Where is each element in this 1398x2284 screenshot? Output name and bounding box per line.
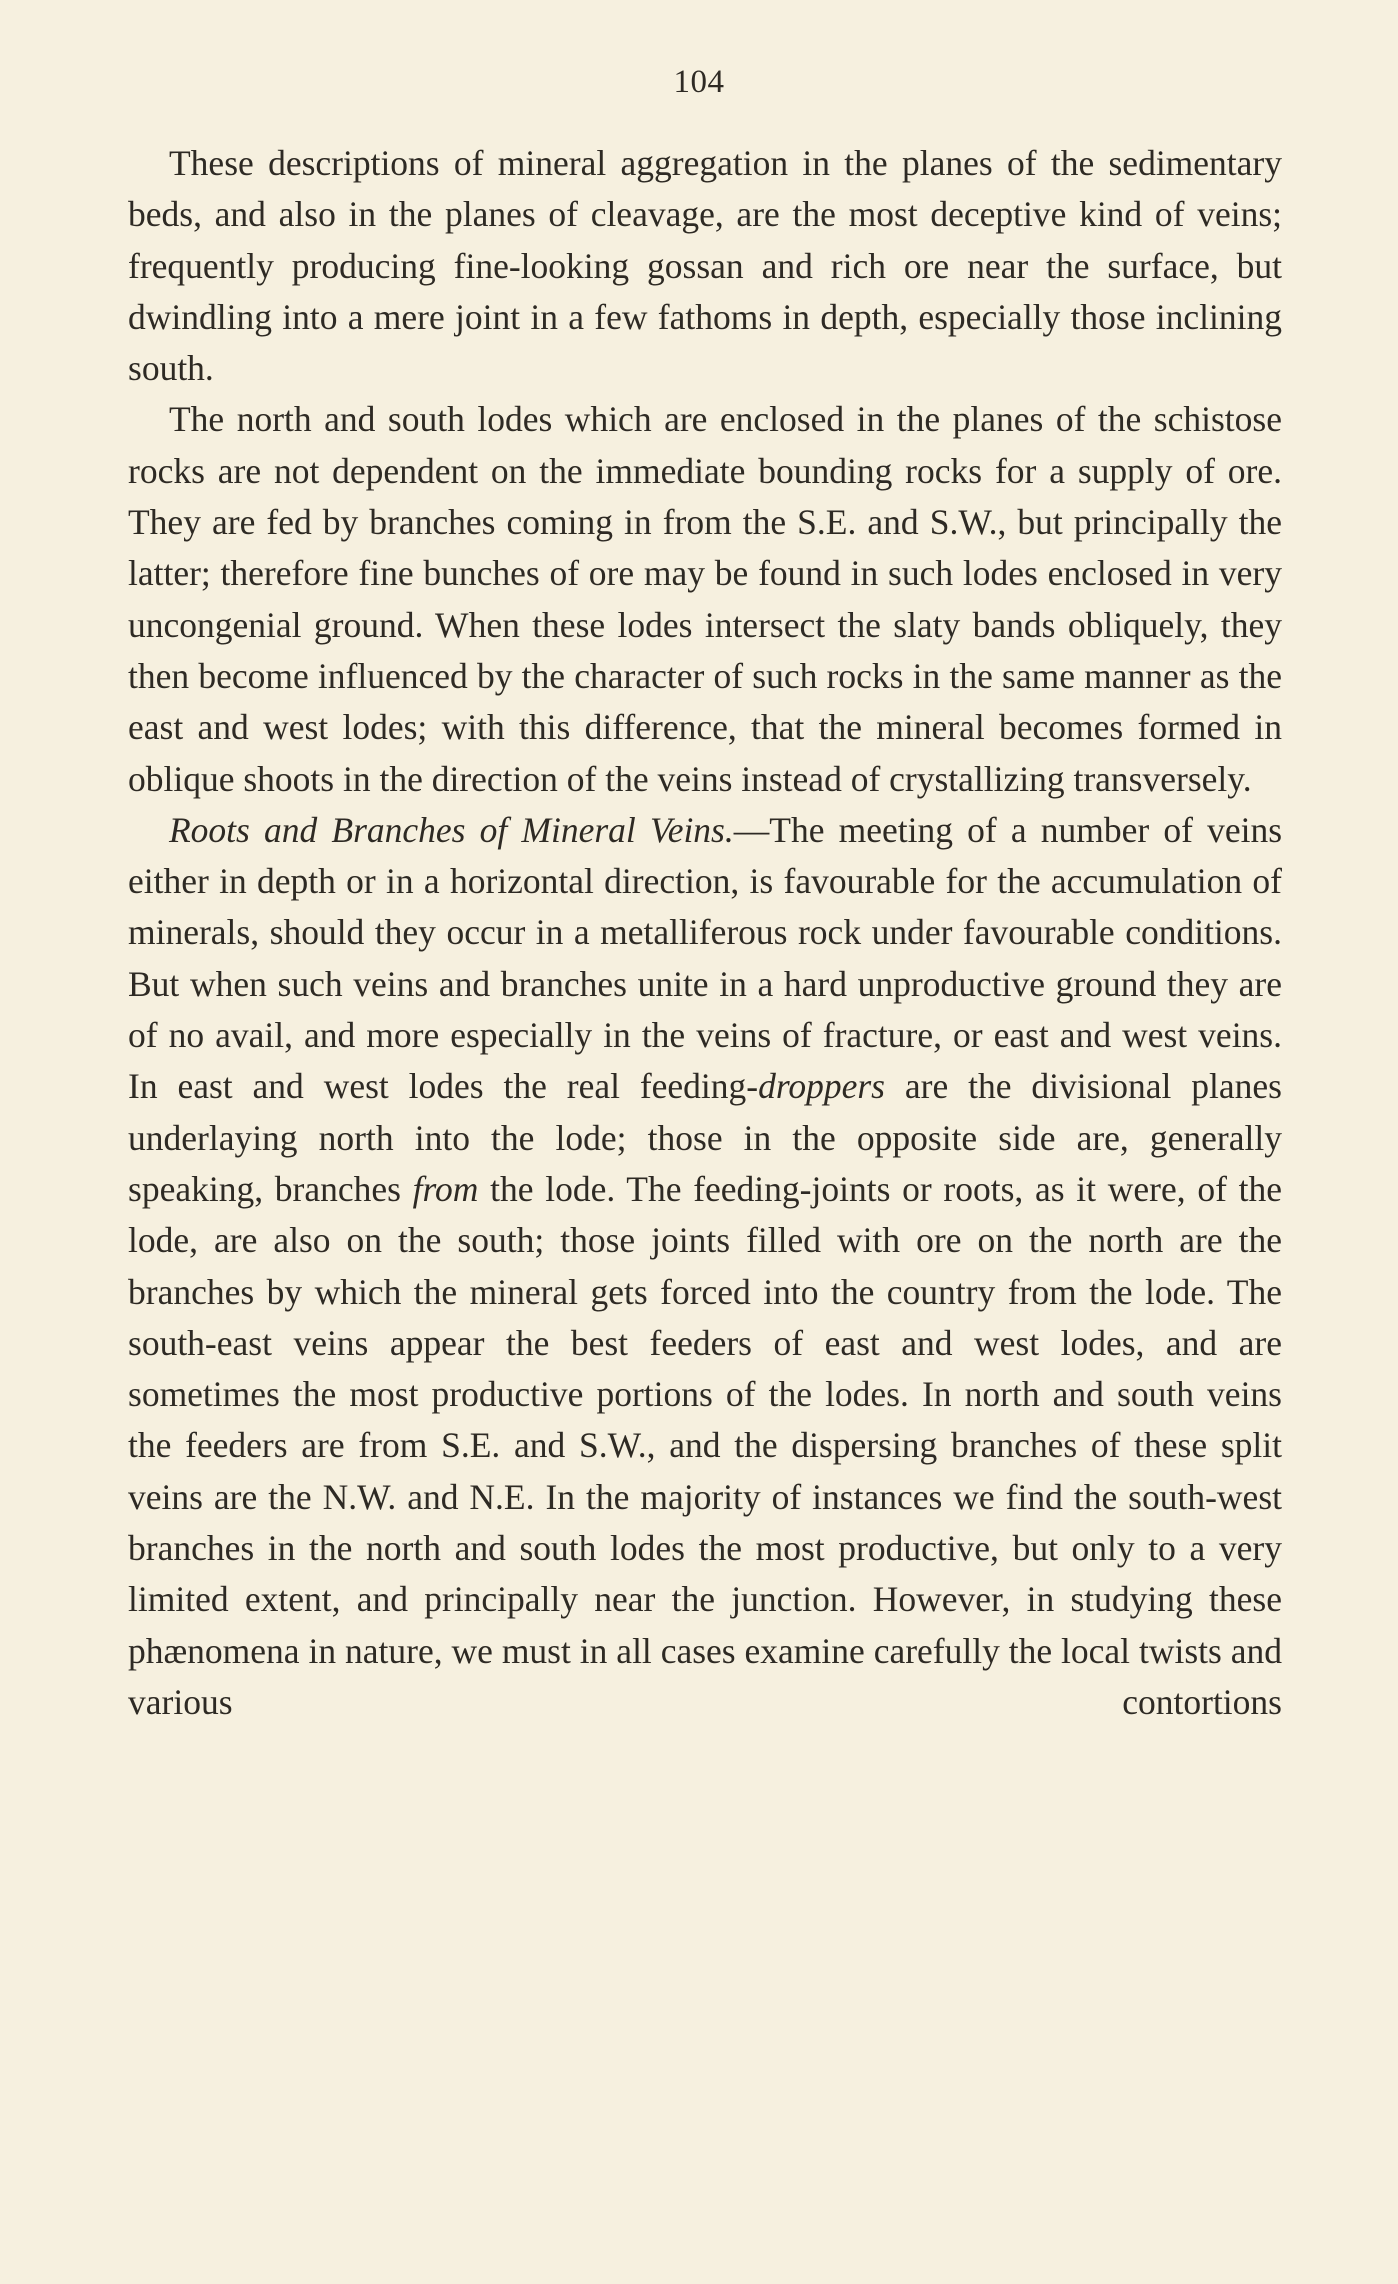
body-text — [128, 138, 1282, 1728]
paragraph-mineral-aggregation: These descriptions of mineral aggregation in the planes of the sedimentary beds, and also in the planes of cleavage, are the most deceptive kind of veins; frequently producing fine-looking gossan and rich ore near the surface, but dwindling into a mere joint in a few fathoms in depth, especially those inclining south. — [128, 143, 1282, 389]
paragraph-north-south-lodes: The north and south lodes which are enclosed in the planes of the schistose rocks are not dependent on the immediate bounding rocks for a supply of ore. They are fed by branches coming in from the S.E. and S.W., but principally the latter; therefore fine bunches of ore may be found in such lodes enclosed in very uncongenial ground. When these lodes intersect the slaty bands obliquely, they then become influenced by the character of such rocks in the same manner as the east and west lodes; with this difference, that the mineral becomes formed in oblique shoots in the direction of the veins instead of crystallizing transversely. — [128, 399, 1282, 799]
italic-word-from: from — [412, 1168, 479, 1209]
paragraph-roots-and-branches — [128, 805, 1282, 1728]
italic-word-droppers: droppers — [758, 1066, 885, 1107]
paragraph-text-part-1: —The meeting of a number of veins either in depth or in a horizontal direction, is favourable for the accumulation of minerals, should they occur in a metalliferous rock under favourable conditions. But when such veins and branches unite in a hard unproductive ground they are of no avail, and more especially in the veins of fracture, or east and west veins. In east and west lodes the real feeding- — [128, 809, 1283, 1107]
section-run-in-heading: Roots and Branches of Mineral Veins. — [169, 809, 734, 850]
page-number: 104 — [673, 64, 725, 100]
paragraph-text-part-3: the lode. The feeding-joints or roots, as it were, of the lode, are also on the south; those joints filled with ore on the north are the branches by which the mineral gets forced into the country from the lode. The south-east veins appear the best feeders of east and west lodes, and are sometimes the most productive portions of the lodes. In north and south veins the feeders are from S.E. and S.W., and the dispersing branches of these split veins are the N.W. and N.E. In the majority of instances we find the south-west branches in the north and south lodes the most productive, but only to a very limited extent, and principally near the junction. However, in studying these phænomena in nature, we must in all cases examine carefully the local twists and various contortions — [128, 1168, 1282, 1722]
paragraph-text-part-2: are the divisional planes underlaying north into the lode; those in the opposite side are, generally speaking, branches — [128, 1066, 1282, 1209]
